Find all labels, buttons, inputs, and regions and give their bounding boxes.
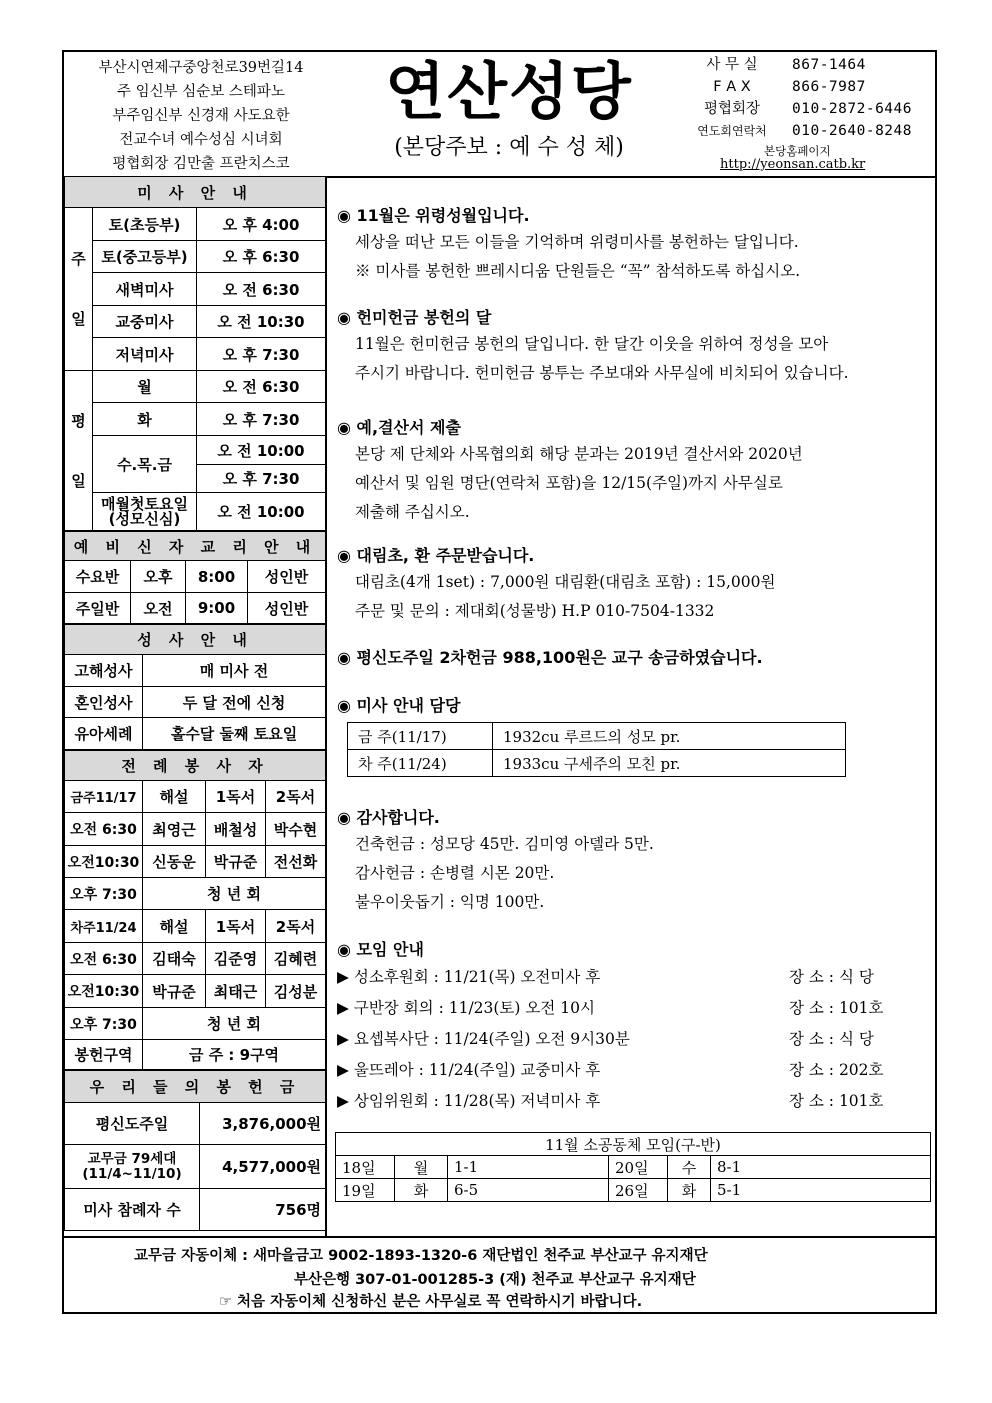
announcement-text: 본당 제 단체와 사목협의회 해당 분과는 2019년 결산서와 2020년	[355, 445, 803, 463]
announcement-text: 불우이웃돕기 : 익명 100만.	[355, 893, 545, 911]
week-label: 금주11/17	[65, 781, 143, 813]
auto-transfer-note: ☞ 처음 자동이체 신청하신 분은 사무실로 꼭 연락하시기 바랍니다.	[219, 1294, 643, 1310]
offering-value: 4,577,000원	[200, 1145, 326, 1189]
class-ampm: 오전	[131, 593, 186, 624]
cell-group: 5-1	[711, 1179, 931, 1202]
mass-name: 교중미사	[93, 306, 197, 338]
bulletin-subtitle: (본당주보 : 예 수 성 체)	[394, 135, 624, 160]
class-time: 9:00	[186, 593, 248, 624]
mass-time: 오 후 4:00	[197, 208, 326, 241]
server-name: 최영근	[143, 813, 206, 846]
class-time: 8:00	[186, 561, 248, 593]
announcement-mass-guide	[337, 694, 929, 777]
mass-time: 오 전 6:30	[197, 273, 326, 306]
mass-slot: 오전 6:30	[65, 943, 143, 975]
parish-staff-info	[72, 56, 330, 176]
mass-slot: 오전10:30	[65, 846, 143, 878]
mass-slot: 오후 7:30	[65, 1008, 143, 1040]
mass-name: 토(초등부)	[93, 208, 197, 241]
mass-time: 오 전 10:00	[197, 436, 326, 465]
announcement-title: ◉ 11월은 위령성월입니다.	[337, 206, 530, 225]
server-name: 김혜련	[266, 943, 326, 975]
homepage-link[interactable]: http://yeonsan.catb.kr	[720, 157, 866, 172]
server-group: 청 년 회	[143, 1008, 326, 1040]
servers-title: 전 례 봉 사 자	[65, 751, 326, 781]
catechumen-title: 예 비 신 자 교 리 안 내	[65, 532, 326, 561]
announcement-text: 예산서 및 임원 명단(연락처 포함)을 12/15(주일)까지 사무실로	[355, 474, 783, 492]
offering-area-label: 봉헌구역	[65, 1040, 143, 1070]
auto-transfer-line2: 부산은행 307-01-001285-3 (재) 천주교 부산교구 유지재단	[294, 1272, 696, 1288]
guide-week: 금 주(11/17)	[348, 723, 493, 750]
sunday-label: 주 일	[65, 208, 93, 371]
offering-label: 미사 참례자 수	[65, 1189, 200, 1231]
mass-slot: 오전10:30	[65, 975, 143, 1008]
cell-group: 6-5	[448, 1179, 609, 1202]
mass-name: 화	[93, 403, 197, 436]
cell-day: 화	[668, 1179, 711, 1202]
cell-date: 18일	[336, 1156, 395, 1179]
announcement-text: 대림초(4개 1set) : 7,000원 대림환(대림초 포함) : 15,000원	[355, 573, 776, 591]
cell-date: 20일	[609, 1156, 668, 1179]
small-community-schedule	[335, 1132, 927, 1202]
offerings-title: 우 리 들 의 봉 헌 금	[65, 1071, 326, 1103]
auto-transfer-line1: 교무금 자동이체 : 새마을금고 9002-1893-1320-6 재단법인 천주교 부산교구 유지재단	[134, 1248, 708, 1264]
class-type: 성인반	[248, 593, 326, 624]
server-name: 배철성	[206, 813, 266, 846]
server-name: 박규준	[143, 975, 206, 1008]
server-group: 청 년 회	[143, 878, 326, 910]
cell-meeting-table	[335, 1132, 931, 1202]
server-name: 전선화	[266, 846, 326, 878]
sacrament-title: 성 사 안 내	[65, 625, 326, 655]
announcement-rice-offering	[337, 306, 929, 388]
weekday-label: 평 일	[65, 371, 93, 531]
week-label: 차주11/24	[65, 910, 143, 943]
announcements	[327, 176, 935, 1236]
offerings-table	[64, 1070, 326, 1231]
meeting-item: ▶ 요셉복사단 : 11/24(주일) 오전 9시30분 장 소 : 식 당	[337, 1030, 874, 1048]
col-reading1: 1독서	[206, 781, 266, 813]
mass-name: 매월첫토요일 (성모신심)	[93, 493, 197, 531]
offering-label: 평신도주일	[65, 1103, 200, 1145]
col-commentary: 해설	[143, 781, 206, 813]
sacrament-name: 고해성사	[65, 655, 143, 687]
announcement-text: ※ 미사를 봉헌한 쁘레시디움 단원들은 “꼭” 참석하도록 하십시오.	[355, 262, 801, 280]
cell-date: 19일	[336, 1179, 395, 1202]
server-name: 김성분	[266, 975, 326, 1008]
announcement-text: 건축헌금 : 성모당 45만. 김미영 아델라 5만.	[355, 835, 654, 853]
guide-group: 1932cu 루르드의 성모 pr.	[493, 723, 846, 750]
mass-slot: 오전 6:30	[65, 813, 143, 846]
sacrament-info: 두 달 전에 신청	[143, 687, 326, 718]
meeting-item: ▶ 울뜨레아 : 11/24(주일) 교중미사 후 장 소 : 202호	[337, 1061, 884, 1079]
offering-value: 3,876,000원	[200, 1103, 326, 1145]
server-name: 박수현	[266, 813, 326, 846]
guide-week: 차 주(11/24)	[348, 750, 493, 777]
contact-council: 평협회장 010-2872-6446	[703, 101, 912, 117]
contact-funeral: 연도회연락처 010-2640-8248	[697, 123, 912, 139]
pastor: 주 임신부 심순보 스테파노	[117, 84, 285, 100]
col-reading1: 1독서	[206, 910, 266, 943]
offering-area-value: 금 주 : 9구역	[143, 1040, 326, 1070]
parish-title: 연산성당	[385, 55, 633, 128]
sacrament-info: 홀수달 둘째 토요일	[143, 718, 326, 750]
class-ampm: 오후	[131, 561, 186, 593]
announcement-text: 주시기 바랍니다. 헌미헌금 봉투는 주보대와 사무실에 비치되어 있습니다.	[355, 364, 849, 382]
server-name: 김준영	[206, 943, 266, 975]
bulletin-frame	[62, 50, 937, 1314]
liturgy-servers-table	[64, 750, 326, 1070]
address: 부산시연제구중앙천로39번길14	[98, 60, 304, 76]
mass-schedule-table	[64, 176, 326, 531]
server-name: 신동운	[143, 846, 206, 878]
contact-info	[682, 54, 932, 142]
announcement-advent-wreath	[337, 544, 929, 626]
mass-name: 수.목.금	[93, 436, 197, 493]
sister: 전교수녀 예수성심 시녀회	[119, 132, 283, 148]
contact-office: 사 무 실 867-1464	[706, 57, 866, 73]
meeting-item: ▶ 성소후원회 : 11/21(목) 오전미사 후 장 소 : 식 당	[337, 968, 874, 986]
col-reading2: 2독서	[266, 910, 326, 943]
announcement-title: ◉ 미사 안내 담당	[337, 696, 461, 715]
announcement-text: 제출해 주십시오.	[355, 503, 470, 521]
mass-time: 오 후 7:30	[197, 338, 326, 371]
cell-day: 화	[395, 1179, 448, 1202]
announcement-all-souls	[337, 204, 929, 286]
guide-group: 1933cu 구세주의 모친 pr.	[493, 750, 846, 777]
class-day: 수요반	[65, 561, 131, 593]
meeting-item: ▶ 구반장 회의 : 11/23(토) 오전 10시 장 소 : 101호	[337, 999, 884, 1017]
server-name: 최태근	[206, 975, 266, 1008]
mass-time: 오 전 6:30	[197, 371, 326, 403]
server-name: 박규준	[206, 846, 266, 878]
mass-name: 새벽미사	[93, 273, 197, 306]
footer	[64, 1236, 935, 1314]
announcement-text: 주문 및 문의 : 제대회(성물방) H.P 010-7504-1332	[355, 602, 715, 620]
mass-name: 토(중고등부)	[93, 241, 197, 273]
mass-title: 미 사 안 내	[65, 177, 326, 208]
announcement-text: 세상을 떠난 모든 이들을 기억하며 위령미사를 봉헌하는 달입니다.	[355, 233, 799, 251]
header	[64, 52, 935, 178]
cell-group: 1-1	[448, 1156, 609, 1179]
catechumen-table	[64, 531, 326, 624]
sacrament-table	[64, 624, 326, 750]
announcement-text: 감사헌금 : 손병렬 시몬 20만.	[355, 864, 555, 882]
announcement-title: ◉ 감사합니다.	[337, 808, 440, 827]
announcement-text: 11월은 헌미헌금 봉헌의 달입니다. 한 달간 이웃을 위하여 정성을 모아	[355, 335, 829, 353]
cell-day: 수	[668, 1156, 711, 1179]
announcement-budget	[337, 416, 929, 527]
announcement-title: ◉ 대림초, 환 주문받습니다.	[337, 546, 535, 565]
offering-value: 756명	[200, 1189, 326, 1231]
server-name: 김태숙	[143, 943, 206, 975]
council-head: 평협회장 김만출 프란치스코	[112, 156, 290, 172]
mass-slot: 오후 7:30	[65, 878, 143, 910]
announcement-thanks	[337, 806, 929, 917]
announcement-title: ◉ 모임 안내	[337, 940, 424, 959]
left-column	[64, 176, 327, 1236]
mass-name: 월	[93, 371, 197, 403]
announcement-title: ◉ 예,결산서 제출	[337, 418, 461, 437]
announcement-title: ◉ 평신도주일 2차헌금 988,100원은 교구 송금하였습니다.	[337, 648, 763, 667]
mass-time: 오 전 10:30	[197, 306, 326, 338]
announcement-laity-offering	[337, 646, 929, 670]
homepage-label: 본당홈페이지	[764, 144, 831, 158]
mass-time: 오 후 6:30	[197, 241, 326, 273]
cell-group: 8-1	[711, 1156, 931, 1179]
offering-label: 교무금 79세대 (11/4~11/10)	[65, 1145, 200, 1189]
sacrament-info: 매 미사 전	[143, 655, 326, 687]
meeting-item: ▶ 상임위원회 : 11/28(목) 저녁미사 후 장 소 : 101호	[337, 1092, 884, 1110]
announcement-meetings	[337, 938, 929, 1117]
mass-time: 오 후 7:30	[197, 403, 326, 436]
mass-name: 저녁미사	[93, 338, 197, 371]
sacrament-name: 혼인성사	[65, 687, 143, 718]
contact-fax: F A X 866-7987	[713, 79, 866, 95]
mass-guide-table	[347, 722, 846, 777]
cell-table-title: 11월 소공동체 모임(구-반)	[336, 1133, 931, 1156]
class-day: 주일반	[65, 593, 131, 624]
col-commentary: 해설	[143, 910, 206, 943]
class-type: 성인반	[248, 561, 326, 593]
cell-day: 월	[395, 1156, 448, 1179]
cell-date: 26일	[609, 1179, 668, 1202]
announcement-title: ◉ 헌미헌금 봉헌의 달	[337, 308, 492, 327]
assistant-pastor: 부주임신부 신경재 사도요한	[112, 108, 290, 124]
mass-time: 오 전 10:00	[197, 493, 326, 531]
mass-time: 오 후 7:30	[197, 465, 326, 493]
sacrament-name: 유아세례	[65, 718, 143, 750]
col-reading2: 2독서	[266, 781, 326, 813]
